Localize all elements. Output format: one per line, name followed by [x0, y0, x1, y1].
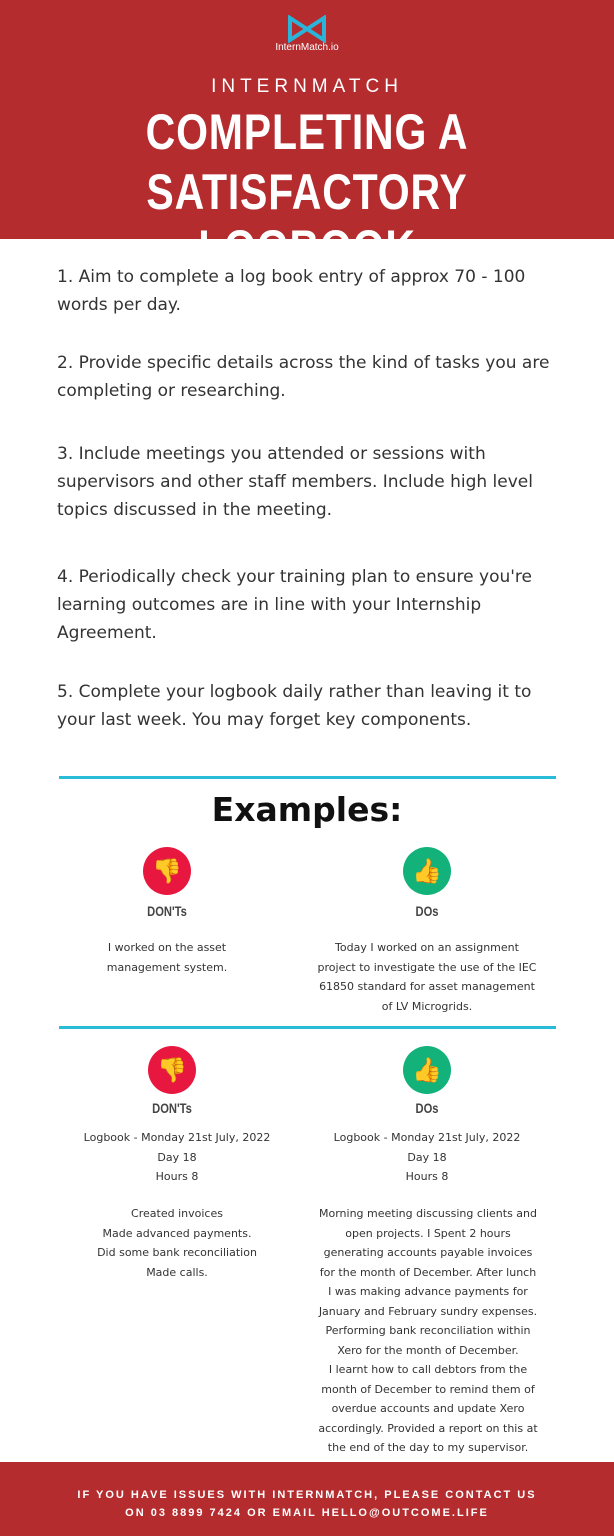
divider: [59, 1026, 556, 1029]
tip-5: 5. Complete your logbook daily rather than leaving it to your last week. You may forget key components.: [57, 682, 532, 730]
logbook-day: Day 18: [407, 1150, 447, 1164]
logbook-hours: Hours 8: [405, 1170, 449, 1183]
do-logbook-header: [307, 1128, 547, 1187]
donts-label: DON'Ts: [152, 1100, 192, 1116]
internmatch-logo-icon: [287, 15, 327, 43]
entry-paragraph: I learnt how to call debtors from the month of December to remind them of overdue accounts and update Xero accordingly. Provided a report on this at the end of the day to my supervisor.: [318, 1363, 538, 1454]
examples-heading: Examples:: [211, 790, 403, 829]
dont-example-text: I worked on the asset management system.: [106, 941, 228, 974]
dos-label: DOs: [415, 1100, 439, 1116]
tip-4: 4. Periodically check your training plan to ensure you're learning outcomes are in line with your Internship Agreement.: [57, 567, 533, 643]
entry-line: Made calls.: [146, 1265, 208, 1279]
tip-1: 1. Aim to complete a log book entry of approx 70 - 100 words per day.: [57, 267, 526, 315]
brand-name: INTERNMATCH: [211, 76, 403, 97]
dont-logbook-header: [57, 1128, 297, 1187]
entry-line: Created invoices: [131, 1207, 223, 1220]
entry-line: Made advanced payments.: [102, 1226, 252, 1240]
logbook-date: Logbook - Monday 21st July, 2022: [333, 1131, 521, 1144]
dont-logbook-entry: [57, 1204, 297, 1282]
logbook-hours: Hours 8: [155, 1170, 199, 1183]
page-title-line2: SATISFACTORY LOGBOOK: [146, 164, 468, 276]
donts-label: DON'Ts: [147, 903, 187, 919]
divider: [59, 776, 556, 779]
footer-contact-line2: ON 03 8899 7424 OR EMAIL HELLO@OUTCOME.LIFE: [125, 1507, 489, 1519]
tip-2: 2. Provide specific details across the kind of tasks you are completing or researching.: [57, 353, 550, 401]
logbook-date: Logbook - Monday 21st July, 2022: [83, 1131, 271, 1144]
thumbs-down-icon: 👎: [143, 847, 191, 895]
dos-label: DOs: [415, 903, 439, 919]
do-logbook-entry: [317, 1204, 539, 1458]
entry-line: Did some bank reconciliation: [97, 1246, 257, 1259]
do-example-text: Today I worked on an assignment project to investigate the use of the IEC 61850 standard for asset management of LV Microgrids.: [317, 941, 537, 1013]
thumbs-up-icon: 👍: [403, 1046, 451, 1094]
entry-paragraph: Morning meeting discussing clients and open projects. I Spent 2 hours generating accounts payable invoices for the month of December. After lunch I was making advance payments for January and February sundry expenses. Performing bank reconciliation within Xero for the month of December.: [318, 1207, 538, 1357]
footer-contact-line1: IF YOU HAVE ISSUES WITH INTERNMATCH, PLEASE CONTACT US: [77, 1489, 537, 1501]
tip-3: 3. Include meetings you attended or sessions with supervisors and other staff members. Include high level topics discussed in the meeting.: [57, 444, 533, 520]
logbook-day: Day 18: [157, 1150, 197, 1164]
thumbs-down-icon: 👎: [148, 1046, 196, 1094]
logo-text: InternMatch.io: [275, 42, 339, 53]
thumbs-up-icon: 👍: [403, 847, 451, 895]
page-title-line1: COMPLETING A: [145, 104, 469, 160]
